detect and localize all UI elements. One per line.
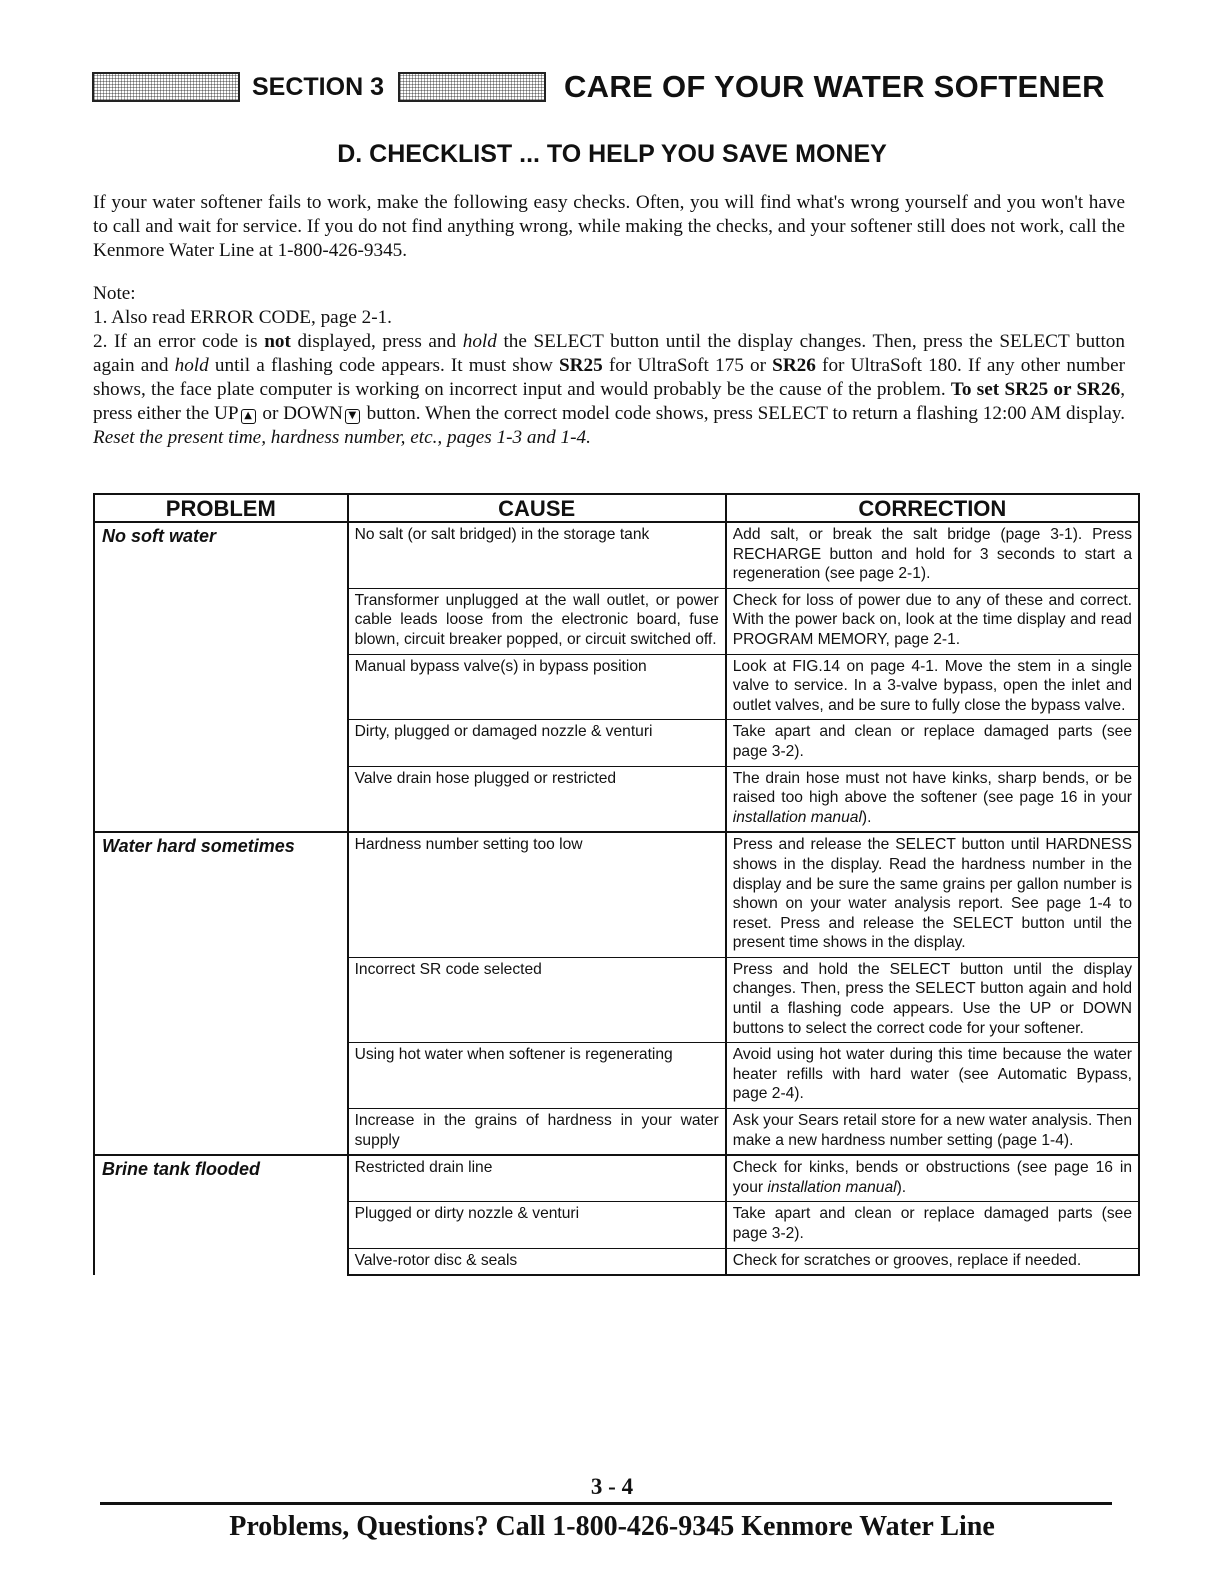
problem-cell: No soft water [94, 522, 348, 832]
note-text: 2. If an error code is [93, 331, 265, 352]
note-emphasis: SR25 [559, 355, 603, 376]
note-emphasis: hold [174, 355, 209, 376]
cause-cell: Restricted drain line [348, 1155, 726, 1202]
cause-cell: Manual bypass valve(s) in bypass position [348, 654, 726, 720]
correction-text: Check for kinks, bends or obstructions (see page 16 in your [732, 1159, 1132, 1196]
correction-text: The drain hose must not have kinks, sharp bends, or be raised too high above the softener (see page 16 in your [732, 769, 1132, 807]
page-subtitle: D. CHECKLIST ... TO HELP YOU SAVE MONEY [337, 140, 887, 168]
note-label: Note: [93, 283, 136, 304]
note-text: displayed, press and [290, 331, 463, 352]
correction-cell: Add salt, or break the salt bridge (page 3-1). Press RECHARGE button and hold for 3 seconds to start a regeneration (see page 2-1). [726, 522, 1139, 588]
correction-cell: Ask your Sears retail store for a new water analysis. Then make a new hardness number setting (page 1-4). [726, 1109, 1139, 1156]
note-text: for UltraSoft 180. If any other number shows, the face plate computer is working on incorrect input and would probably be the cause of the problem. [93, 355, 1125, 400]
note-text: , press either the UP [93, 379, 1125, 424]
cause-cell: Increase in the grains of hardness in your water supply [348, 1109, 726, 1156]
note-text: for UltraSoft 175 or [602, 355, 773, 376]
header-problem: PROBLEM [94, 494, 348, 522]
problem-cell: Brine tank flooded [94, 1155, 348, 1275]
correction-cell [726, 766, 1139, 832]
correction-cell: Press and release the SELECT button until HARDNESS shows in the display. Read the hardness number in the display and be sure the same grains per gallon number is shown on your water analysis report. See page 1-4 to reset. Press and release the SELECT button until the present time shows in the display. [726, 832, 1139, 957]
checklist-table [93, 493, 1140, 1276]
note-text: the SELECT button until the display changes. Then, press the SELECT button again and [93, 331, 1125, 376]
cause-cell: Valve drain hose plugged or restricted [348, 766, 726, 832]
correction-emphasis: installation manual [732, 808, 862, 826]
correction-text: ). [896, 1178, 907, 1196]
correction-cell: Take apart and clean or replace damaged parts (see page 3-2). [726, 720, 1139, 766]
note-text: until a flashing code appears. It must show [208, 355, 559, 376]
cause-cell: Hardness number setting too low [348, 832, 726, 957]
correction-cell: Check for scratches or grooves, replace if needed. [726, 1248, 1139, 1275]
correction-text: ). [861, 808, 872, 826]
correction-cell: Avoid using hot water during this time because the water heater refills with hard water (see Automatic Bypass, page 2-4). [726, 1043, 1139, 1109]
table-header-row [94, 494, 1139, 522]
note-emphasis: not [264, 331, 291, 352]
cause-cell: Plugged or dirty nozzle & venturi [348, 1202, 726, 1248]
cause-cell: Using hot water when softener is regenerating [348, 1043, 726, 1109]
problem-cell: Water hard sometimes [94, 832, 348, 1155]
table-row [94, 522, 1139, 588]
cause-cell: No salt (or salt bridged) in the storage tank [348, 522, 726, 588]
correction-cell [726, 1155, 1139, 1202]
cause-cell: Valve-rotor disc & seals [348, 1248, 726, 1275]
cause-cell: Dirty, plugged or damaged nozzle & venturi [348, 720, 726, 766]
note-block [93, 282, 1125, 450]
note-item-2 [93, 330, 1125, 450]
note-emphasis: SR26 [772, 355, 816, 376]
intro-paragraph [93, 191, 1125, 263]
table-row [94, 1155, 1139, 1202]
header-hatch-right [398, 72, 546, 102]
cause-cell: Incorrect SR code selected [348, 957, 726, 1042]
correction-cell: Check for loss of power due to any of these and correct. With the power back on, look at the time display and read PROGRAM MEMORY, page 2-1. [726, 588, 1139, 654]
correction-emphasis: installation manual [767, 1178, 897, 1196]
note-item-1: 1. Also read ERROR CODE, page 2-1. [93, 307, 392, 328]
cause-cell: Transformer unplugged at the wall outlet, or power cable leads loose from the electronic board, fuse blown, circuit breaker popped, or circuit switched off. [348, 588, 726, 654]
section-title: CARE OF YOUR WATER SOFTENER [564, 69, 1105, 104]
section-header [92, 70, 1142, 110]
section-label: SECTION 3 [252, 73, 384, 101]
intro-text: If your water softener fails to work, make the following easy checks. Often, you will find what's wrong yourself and you won't have to call and wait for service. If you do not find anything wrong, while making the checks, and your softener still does not work, call the Kenmore Water Line at 1-800-426-9345. [93, 192, 1125, 261]
header-correction: CORRECTION [726, 494, 1139, 522]
up-arrow-button-icon: ▲ [241, 409, 256, 424]
footer-helpline: Problems, Questions? Call 1-800-426-9345 Kenmore Water Line [229, 1511, 995, 1542]
table-row [94, 832, 1139, 957]
correction-cell: Take apart and clean or replace damaged parts (see page 3-2). [726, 1202, 1139, 1248]
header-hatch-left [92, 72, 240, 102]
note-emphasis: Reset the present time, hardness number, etc., pages 1-3 and 1-4. [93, 427, 591, 448]
note-emphasis: To set SR25 or SR26 [950, 379, 1121, 400]
correction-cell: Press and hold the SELECT button until the display changes. Then, press the SELECT button again and hold until a flashing code appears. Use the UP or DOWN buttons to select the correct code for your softener. [726, 957, 1139, 1042]
footer-divider [100, 1502, 1112, 1505]
correction-cell: Look at FIG.14 on page 4-1. Move the stem in a single valve to service. In a 3-valve bypass, open the inlet and outlet valves, and be sure to fully close the bypass valve. [726, 654, 1139, 720]
note-text: or DOWN [257, 403, 343, 424]
note-text: button. When the correct model code shows, press SELECT to return a flashing 12:00 AM display. [361, 403, 1125, 424]
header-cause: CAUSE [348, 494, 726, 522]
note-emphasis: hold [462, 331, 497, 352]
page-number: 3 - 4 [590, 1474, 634, 1499]
down-arrow-button-icon: ▼ [345, 409, 360, 424]
